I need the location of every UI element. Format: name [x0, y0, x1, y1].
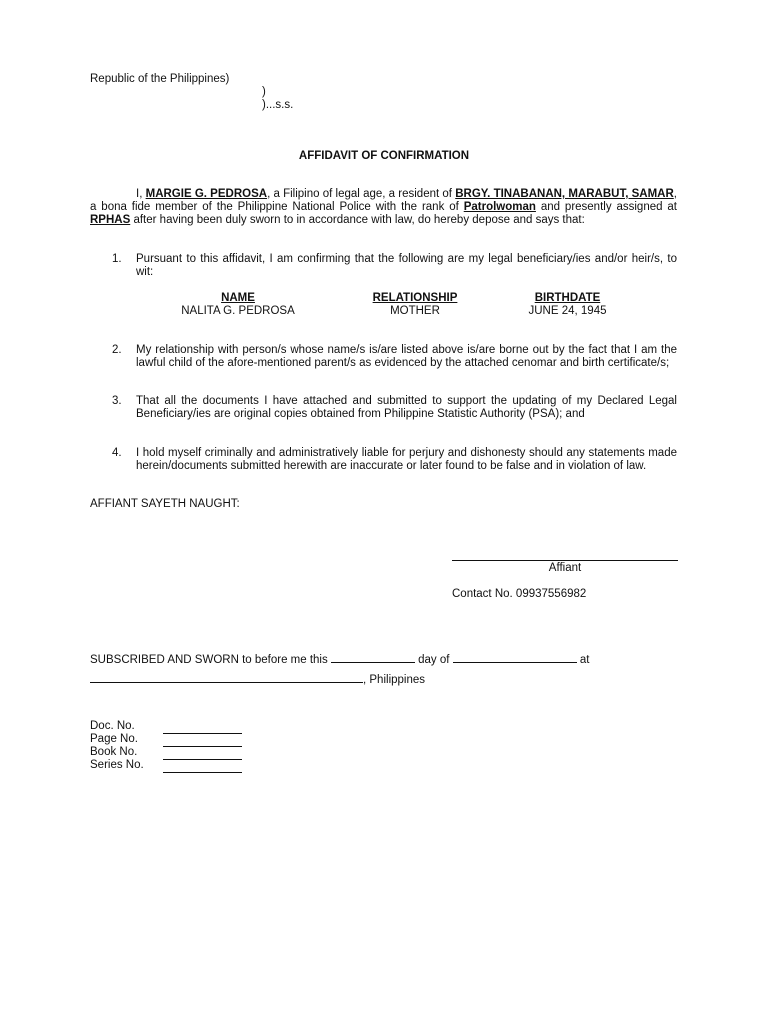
item-number: 4.	[112, 447, 122, 459]
item-number: 3.	[112, 395, 122, 407]
affiant-rank: Patrolwoman	[463, 201, 536, 213]
affiant-unit: RPHAS	[90, 214, 131, 226]
place-blank	[90, 672, 363, 683]
table-header-relationship: RELATIONSHIP	[372, 292, 458, 304]
month-blank	[453, 652, 577, 663]
day-blank	[331, 652, 415, 663]
page-no-line	[163, 746, 242, 747]
intro-text-3: , a bona fide member of the Philippine National Police with the rank of	[90, 188, 677, 213]
item-number: 2.	[112, 344, 122, 356]
doc-no-line	[163, 733, 242, 734]
book-no-line	[163, 759, 242, 760]
jurat-line-1	[90, 652, 589, 667]
intro-text-5: after having been duly sworn to in accordance with law, do hereby depose and says that:	[130, 214, 585, 226]
item-text: I hold myself criminally and administratively liable for perjury and dishonesty should any statements made herein/documents submitted herewith are inaccurate or later found to be false and in violation of law.	[136, 447, 677, 472]
signature-line	[452, 560, 678, 561]
intro-paragraph	[90, 188, 677, 227]
page-no-label: Page No.	[90, 733, 138, 745]
venue-line-3: )...s.s.	[262, 99, 294, 111]
jurat-text-1: SUBSCRIBED AND SWORN to before me this	[90, 654, 331, 666]
doc-no-label: Doc. No.	[90, 720, 135, 732]
table-cell-name: NALITA G. PEDROSA	[181, 305, 295, 317]
item-text: My relationship with person/s whose name/s is/are listed above is/are borne out by the fact that I am the lawful child of the afore-mentioned parent/s as evidenced by the attached cenomar and birth certificate/s;	[136, 344, 677, 369]
item-text: That all the documents I have attached and submitted to support the updating of my Declared Legal Beneficiary/ies are original copies obtained from Philippine Statistic Authority (PSA); and	[136, 395, 677, 420]
table-header-name: NAME	[221, 292, 255, 304]
contact-number: Contact No. 09937556982	[452, 588, 587, 600]
item-text: Pursuant to this affidavit, I am confirming that the following are my legal beneficiary/ies and/or heir/s, to wit:	[136, 253, 677, 278]
document-title: AFFIDAVIT OF CONFIRMATION	[298, 150, 470, 162]
jurat-text-2: day of	[414, 654, 453, 666]
jurat-text-4: , Philippines	[363, 674, 426, 686]
intro-text-4: and presently assigned at	[535, 201, 677, 213]
affiant-name: MARGIE G. PEDROSA	[145, 188, 268, 200]
intro-text-2: , a Filipino of legal age, a resident of	[267, 188, 456, 200]
jurat-line-2	[90, 672, 425, 687]
affiant-label: Affiant	[548, 562, 582, 574]
venue-line-1: Republic of the Philippines)	[90, 73, 230, 85]
item-number: 1.	[112, 253, 122, 265]
series-no-line	[163, 772, 242, 773]
intro-text-1: I,	[136, 188, 146, 200]
table-cell-relationship: MOTHER	[390, 305, 440, 317]
closing-statement: AFFIANT SAYETH NAUGHT:	[90, 498, 240, 510]
series-no-label: Series No.	[90, 759, 144, 771]
affiant-address: BRGY. TINABANAN, MARABUT, SAMAR	[455, 188, 674, 200]
jurat-text-3: at	[576, 654, 590, 666]
table-cell-birthdate: JUNE 24, 1945	[528, 305, 607, 317]
venue-line-2: )	[262, 86, 266, 98]
book-no-label: Book No.	[90, 746, 138, 758]
table-header-birthdate: BIRTHDATE	[534, 292, 601, 304]
